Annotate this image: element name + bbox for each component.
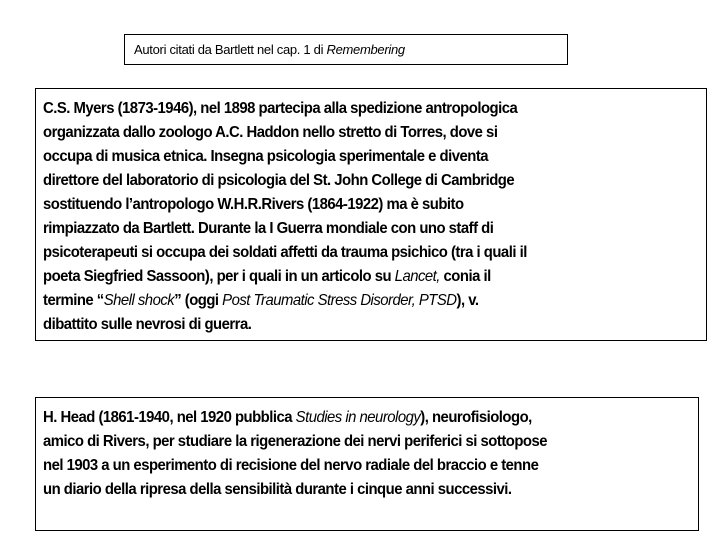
myers-line	[43, 193, 660, 217]
myers-line	[43, 313, 660, 337]
text-segment: nel 1903 a un esperimento di recisione del nervo radiale del braccio e tenne	[43, 457, 539, 474]
head-line	[43, 454, 652, 478]
text-segment: ), neurofisiologo,	[420, 409, 532, 426]
head-line	[43, 406, 652, 430]
text-segment: H. Head (1861-1940, nel 1920 pubblica	[43, 409, 296, 426]
myers-line	[43, 265, 660, 289]
myers-line	[43, 169, 660, 193]
head-line	[43, 478, 652, 502]
myers-paragraph-box	[35, 88, 707, 341]
text-segment: amico di Rivers, per studiare la rigenerazione dei nervi periferici si sottopose	[43, 433, 548, 450]
italic-text: Post Traumatic Stress Disorder, PTSD	[222, 292, 457, 309]
text-segment: occupa di musica etnica. Insegna psicologia sperimentale e diventa	[43, 148, 489, 165]
text-segment: direttore del laboratorio di psicologia del St. John College di Cambridge	[43, 172, 515, 189]
head-paragraph-box	[35, 397, 699, 531]
text-segment: organizzata dallo zoologo A.C. Haddon nello stretto di Torres, dove si	[43, 124, 498, 141]
myers-line	[43, 217, 660, 241]
text-segment: un diario della ripresa della sensibilità durante i cinque anni successivi.	[43, 481, 512, 498]
text-segment: ” (oggi	[174, 292, 223, 309]
slide-title-italic: Remembering	[326, 42, 405, 57]
myers-line	[43, 121, 660, 145]
text-segment: C.S. Myers (1873-1946), nel 1898 partecipa alla spedizione antropologica	[43, 100, 518, 117]
myers-line	[43, 289, 660, 313]
myers-line	[43, 241, 660, 265]
italic-text: Shell shock	[103, 292, 175, 309]
text-segment: rimpiazzato da Bartlett. Durante la I Guerra mondiale con uno staff di	[43, 220, 494, 237]
text-segment: termine “	[43, 292, 104, 309]
text-segment: psicoterapeuti si occupa dei soldati affetti da trauma psichico (tra i quali il	[43, 244, 527, 261]
text-segment: dibattito sulle nevrosi di guerra.	[43, 316, 252, 333]
italic-text: Lancet,	[394, 268, 440, 285]
text-segment: poeta Siegfried Sassoon), per i quali in un articolo su	[43, 268, 395, 285]
text-segment: conia il	[439, 268, 491, 285]
italic-text: Studies in neurology	[295, 409, 421, 426]
slide-title: Autori citati da Bartlett nel cap. 1 di	[134, 42, 327, 57]
text-segment: sostituendo l’antropologo W.H.R.Rivers (1864-1922) ma è subito	[43, 196, 464, 213]
myers-line	[43, 145, 660, 169]
head-line	[43, 430, 652, 454]
slide-title-box	[124, 34, 568, 65]
text-segment: ), v.	[456, 292, 479, 309]
myers-line	[43, 97, 660, 121]
